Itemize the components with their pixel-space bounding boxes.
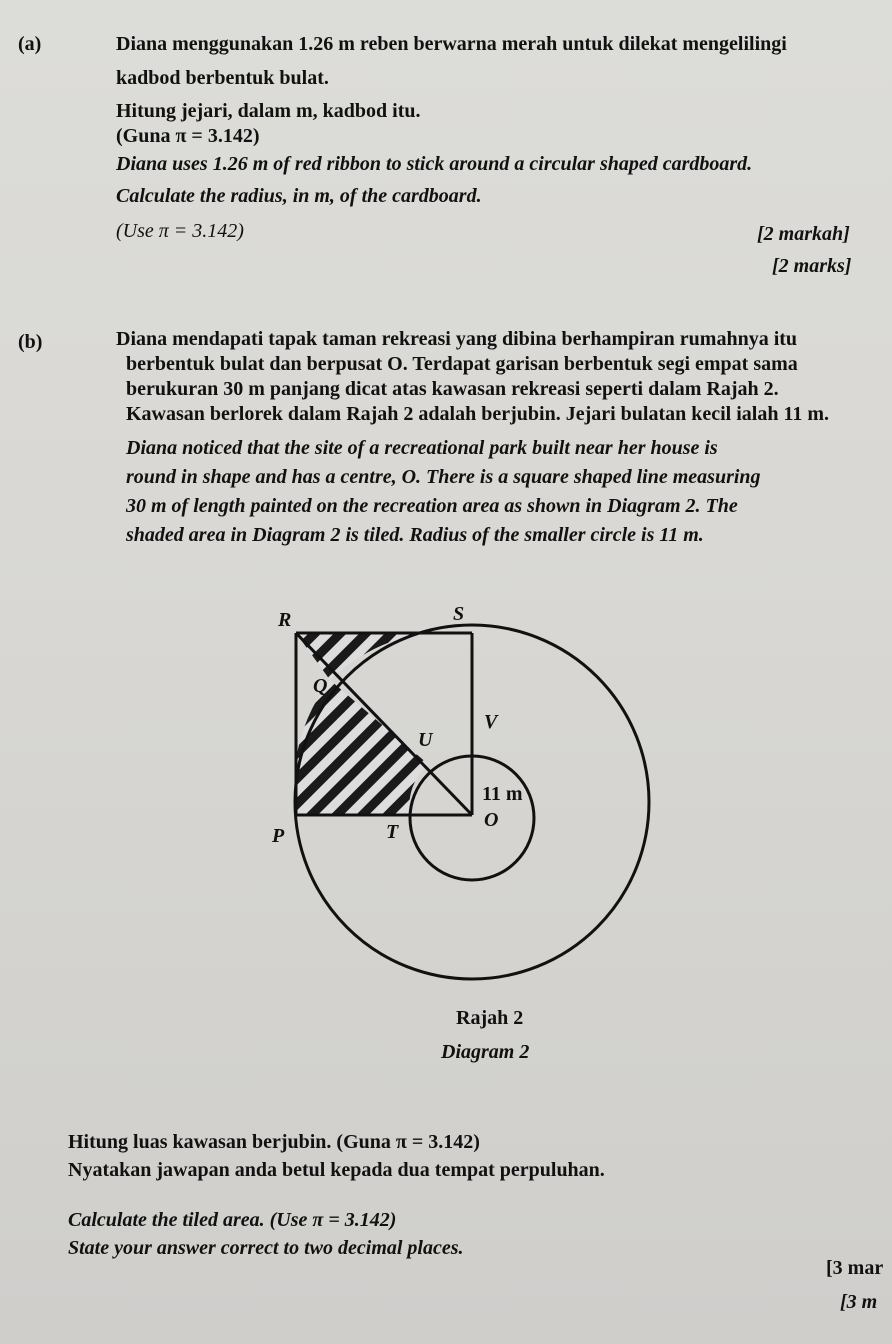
part-b-malay-line: berukuran 30 m panjang dicat atas kawasan rekreasi seperti dalam Rajah 2. — [126, 378, 779, 400]
part-b-english-line: 30 m of length painted on the recreation area as shown in Diagram 2. The — [126, 495, 738, 517]
part-a-malay-line: Diana menggunakan 1.26 m reben berwarna merah untuk dilekat mengelilingi — [116, 33, 787, 55]
part-b-malay-line: Diana mendapati tapak taman rekreasi yang dibina berhampiran rumahnya itu — [116, 328, 798, 350]
part-a-marks-english: [2 marks] — [772, 255, 852, 277]
part-b-label: (b) — [18, 331, 43, 353]
part-a-malay-line: (Guna π = 3.142) — [116, 125, 260, 147]
diagram-caption-malay: Rajah 2 — [456, 1007, 524, 1029]
radius-label: 11 m — [482, 783, 523, 805]
part-b-malay-line: berbentuk bulat dan berpusat O. Terdapat garisan berbentuk segi empat sama — [126, 353, 798, 375]
part-b-english-line: round in shape and has a centre, O. There is a square shaped line measuring — [126, 466, 761, 488]
part-b-malay-line: Kawasan berlorek dalam Rajah 2 adalah berjubin. Jejari bulatan kecil ialah 11 m. — [126, 403, 830, 425]
label-r: R — [278, 609, 292, 631]
tiled-corner-region — [296, 633, 424, 680]
question-malay-line: Hitung luas kawasan berjubin. (Guna π = 3.142) — [68, 1131, 480, 1153]
label-s: S — [453, 603, 465, 625]
label-u: U — [418, 729, 433, 751]
label-o: O — [484, 809, 499, 831]
part-a-malay-line: kadbod berbentuk bulat. — [116, 67, 329, 89]
part-b-english-line: shaded area in Diagram 2 is tiled. Radius of the smaller circle is 11 m. — [126, 524, 704, 546]
part-b-english-line: Diana noticed that the site of a recreational park built near her house is — [126, 437, 718, 459]
diagram-caption-english: Diagram 2 — [441, 1041, 530, 1063]
label-p: P — [272, 825, 285, 847]
question-malay-line: Nyatakan jawapan anda betul kepada dua tempat perpuluhan. — [68, 1159, 605, 1181]
part-a-malay-line: Hitung jejari, dalam m, kadbod itu. — [116, 100, 421, 122]
question-english-line: Calculate the tiled area. (Use π = 3.142) — [68, 1209, 397, 1231]
label-q: Q — [313, 675, 328, 697]
label-t: T — [386, 821, 399, 843]
part-a-marks-malay: [2 markah] — [757, 223, 850, 245]
part-a-english-line: Calculate the radius, in m, of the cardboard. — [116, 185, 482, 207]
question-english-line: State your answer correct to two decimal places. — [68, 1237, 464, 1259]
label-v: V — [484, 711, 498, 733]
question-marks-english: [3 m — [840, 1291, 878, 1313]
question-marks-malay: [3 mar — [826, 1257, 884, 1279]
part-a-label: (a) — [18, 33, 42, 55]
part-a-english-line: Diana uses 1.26 m of red ribbon to stick around a circular shaped cardboard. — [116, 153, 753, 175]
part-a-english-line: (Use π = 3.142) — [116, 220, 244, 242]
